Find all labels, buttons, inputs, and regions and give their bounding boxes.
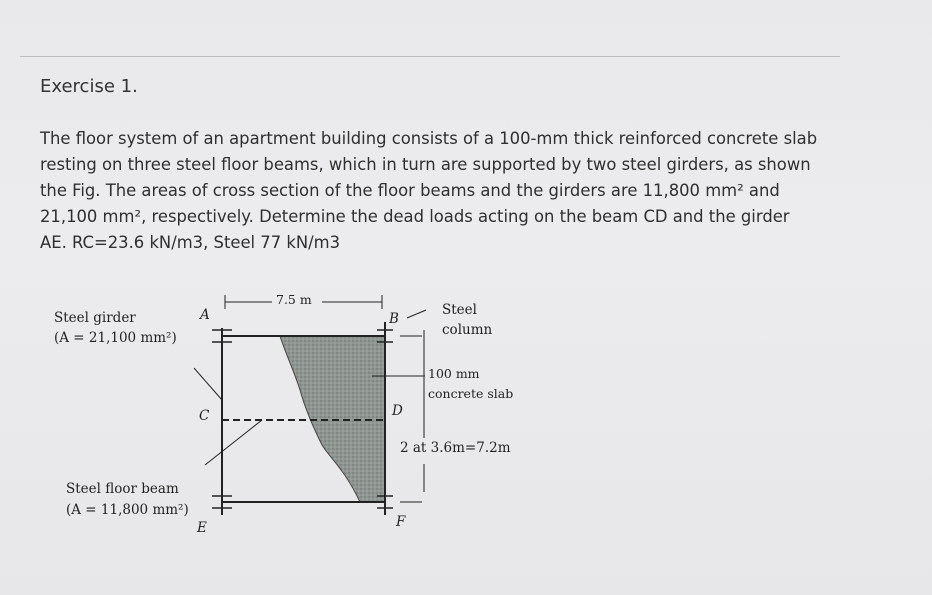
floor-system-figure: [0, 280, 560, 550]
floor-beam-area-label: (A = 11,800 mm²): [66, 502, 189, 518]
problem-line: resting on three steel floor beams, which in turn are supported by two steel girders, as shown: [40, 155, 811, 174]
column-label: Steel: [442, 302, 477, 318]
girder-label: Steel girder: [54, 310, 136, 326]
point-E: E: [197, 520, 207, 536]
top-divider: [20, 56, 840, 57]
point-C: C: [199, 408, 210, 424]
exercise-title: Exercise 1.: [40, 76, 138, 97]
floor-beam-label: Steel floor beam: [66, 481, 179, 497]
slab-thickness-label: 100 mm: [428, 366, 480, 381]
point-F: F: [396, 514, 406, 530]
girder-area-label: (A = 21,100 mm²): [54, 330, 177, 346]
problem-line: AE. RC=23.6 kN/m3, Steel 77 kN/m3: [40, 233, 341, 252]
problem-line: 21,100 mm², respectively. Determine the dead loads acting on the beam CD and the girder: [40, 207, 790, 226]
problem-statement: [40, 126, 840, 256]
point-D: D: [392, 403, 403, 419]
slab-label: concrete slab: [428, 386, 514, 401]
problem-line: the Fig. The areas of cross section of the floor beams and the girders are 11,800 mm² and: [40, 181, 780, 200]
point-A: A: [200, 307, 210, 323]
beam-spacing-label: 2 at 3.6m=7.2m: [400, 440, 511, 456]
span-dimension-label: 7.5 m: [276, 292, 312, 307]
point-B: B: [389, 311, 399, 327]
problem-line: The floor system of an apartment building consists of a 100-mm thick reinforced concrete slab: [40, 129, 818, 148]
column-label-2: column: [442, 322, 493, 338]
